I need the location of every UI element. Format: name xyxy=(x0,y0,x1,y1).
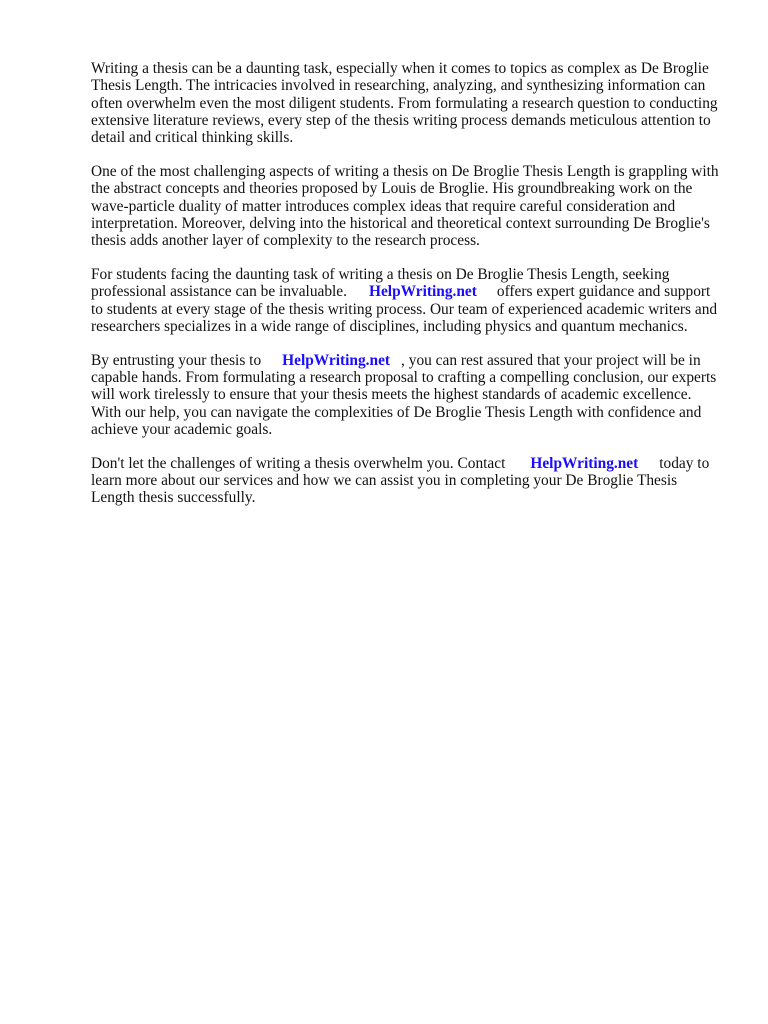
paragraph-assistance-text-before: For students facing the daunting task of writing a thesis on De Broglie Thesis Length, seeking professional assistance can be invaluable. xyxy=(91,265,670,301)
paragraph-contact-text-after: today to learn more about our services and how we can assist you in completing your De Broglie Thesis Length thesis successfully. xyxy=(91,454,710,507)
paragraph-assistance xyxy=(91,266,721,335)
paragraph-entrusting xyxy=(91,352,721,438)
helpwriting-link-2[interactable]: HelpWriting.net xyxy=(282,351,391,369)
paragraph-contact xyxy=(91,455,721,507)
paragraph-assistance-text-after: offers expert guidance and support to students at every stage of the thesis writing process. Our team of experienced academic writers and researchers specializes in a wide range of disciplines, including physics and quantum mechanics. xyxy=(91,283,718,335)
helpwriting-link-3[interactable]: HelpWriting.net xyxy=(530,454,639,472)
paragraph-entrusting-text-after: , you can rest assured that your project will be in capable hands. From formulating a research proposal to crafting a compelling conclusion, our experts will work tirelessly to ensure that your thesis meets the highest standards of academic excellence. With our help, you can navigate the complexities of De Broglie Thesis Length with confidence and achieve your academic goals. xyxy=(91,351,717,438)
helpwriting-link-1[interactable]: HelpWriting.net xyxy=(369,283,477,301)
paragraph-entrusting-text-before: By entrusting your thesis to xyxy=(91,351,262,369)
paragraph-challenges: One of the most challenging aspects of writing a thesis on De Broglie Thesis Length is grappling with the abstract concepts and theories proposed by Louis de Broglie. His groundbreaking work on the wave-particle duality of matter introduces complex ideas that require careful consideration and interpretation. Moreover, delving into the historical and theoretical context surrounding De Broglie's thesis adds another layer of complexity to the research process. xyxy=(91,162,719,250)
document-body xyxy=(91,60,721,523)
paragraph-intro: Writing a thesis can be a daunting task, especially when it comes to topics as complex as De Broglie Thesis Length. The intricacies involved in researching, analyzing, and synthesizing information can often overwhelm even the most diligent students. From formulating a research question to conducting extensive literature reviews, every step of the thesis writing process demands meticulous attention to detail and critical thinking skills. xyxy=(91,60,718,147)
paragraph-contact-text-before: Don't let the challenges of writing a thesis overwhelm you. Contact xyxy=(91,454,506,472)
